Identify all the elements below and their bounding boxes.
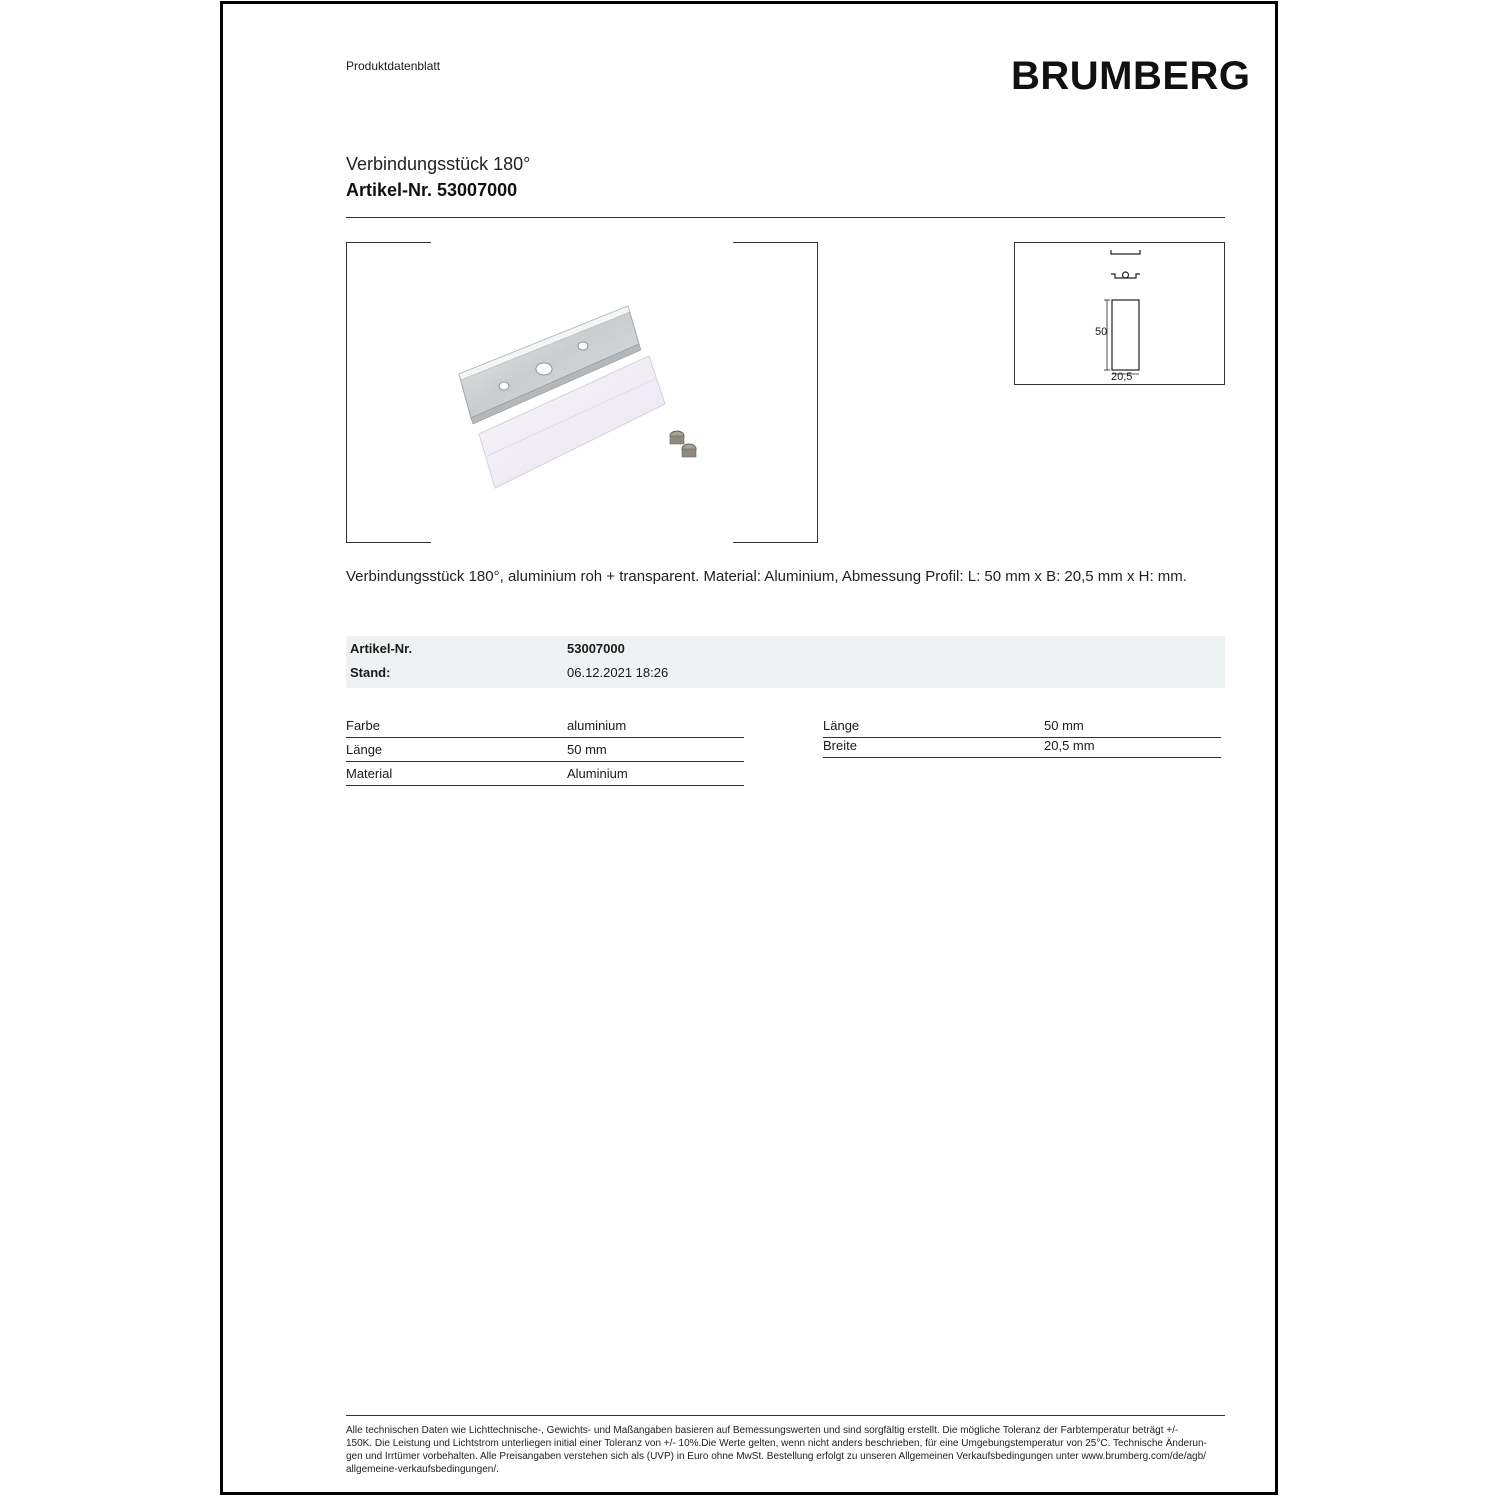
footer-line: gen und Irrtümer vorbehalten. Alle Preisangaben verstehen sich als (UVP) in Euro ohne MwSt. Bestellung erfolgt zu unseren Allgemeinen Verkaufsbedingungen unter www.brumberg.com/de/agb/ [346, 1451, 1206, 1462]
summary-box [346, 636, 1225, 688]
footer-line: Alle technischen Daten wie Lichttechnische-, Gewichts- und Maßangaben basieren auf Bemessungswerten und sind sorgfältig erstellt. Die mögliche Toleranz der Farbtemperatur beträgt +/- [346, 1425, 1179, 1436]
article-number-heading: Artikel-Nr. 53007000 [346, 180, 518, 200]
spec-value: 20,5 mm [1044, 738, 1095, 753]
datasheet-page [220, 1, 1278, 1495]
table-row [346, 762, 744, 786]
screw-icon [670, 431, 696, 457]
spec-label: Farbe [346, 718, 380, 733]
summary-value: 53007000 [567, 641, 625, 656]
footer-divider [346, 1415, 1225, 1416]
table-row [823, 738, 1221, 758]
photo-frame-gap-bottom [431, 541, 733, 545]
footer-line: allgemeine-verkaufsbedingungen/. [346, 1464, 499, 1475]
spec-value: Aluminium [567, 766, 628, 781]
spec-value: 50 mm [1044, 718, 1084, 733]
product-description: Verbindungsstück 180°, aluminium roh + transparent. Material: Aluminium, Abmessung Profil: L: 50 mm x B: 20,5 mm x H: mm. [346, 568, 1187, 585]
drawing-length-label: 50 [1095, 326, 1108, 338]
spec-value: 50 mm [567, 742, 607, 757]
spec-label: Breite [823, 738, 857, 753]
spec-label: Länge [346, 742, 383, 757]
product-photo [453, 294, 723, 494]
document-type-label: Produktdatenblatt [346, 59, 441, 73]
legal-footer [346, 1424, 1225, 1476]
product-title: Verbindungsstück 180° [346, 154, 531, 174]
summary-label: Stand: [350, 665, 391, 680]
brand-logo: BRUMBERG [1011, 54, 1251, 98]
table-row [346, 714, 744, 738]
summary-label: Artikel-Nr. [350, 641, 413, 656]
table-row [346, 738, 744, 762]
table-row [823, 714, 1221, 738]
header-divider [346, 217, 1225, 218]
photo-frame-gap-top [431, 240, 733, 244]
spec-value: aluminium [567, 718, 627, 733]
summary-value: 06.12.2021 18:26 [567, 665, 669, 680]
technical-drawing [1083, 244, 1163, 384]
footer-line: 150K. Die Leistung und Lichtstrom unterliegen initial einer Toleranz von +/- 10%.Die Werte gelten, wenn nicht anders beschrieben, für eine Umgebungstemperatur von 25°C. Technische Änderun- [346, 1438, 1207, 1449]
spec-label: Länge [823, 718, 860, 733]
drawing-width-label: 20,5 [1111, 371, 1133, 383]
spec-label: Material [346, 766, 393, 781]
